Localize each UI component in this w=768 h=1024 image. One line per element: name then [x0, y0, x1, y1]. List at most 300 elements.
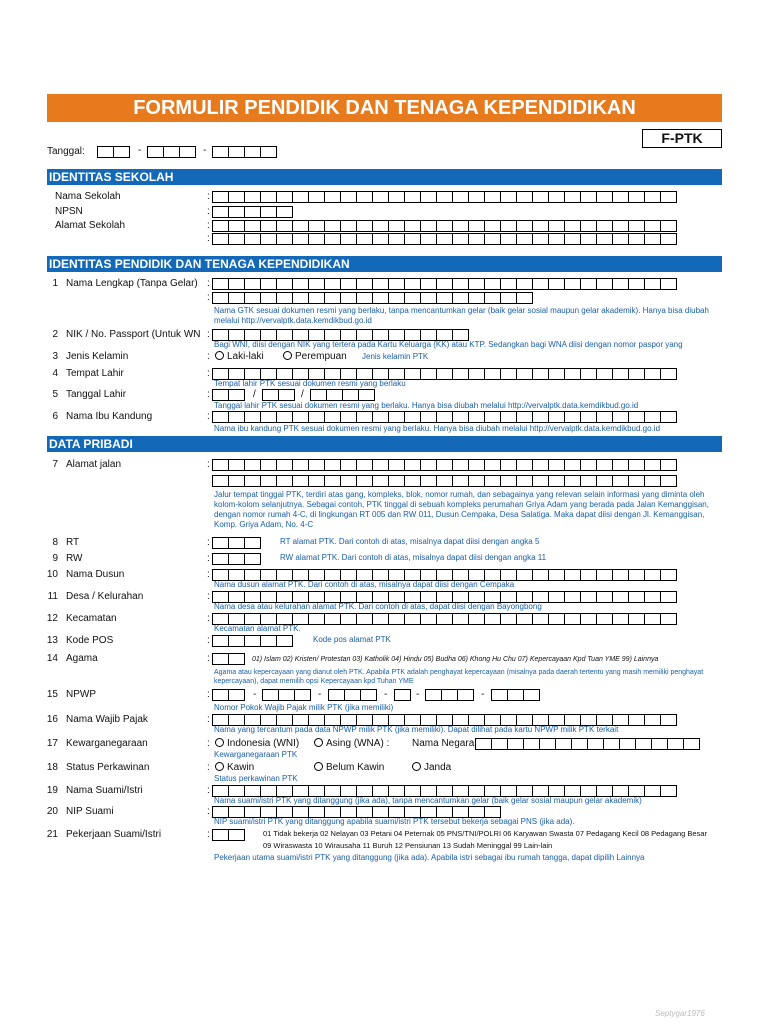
char-box[interactable]	[644, 785, 661, 797]
char-box[interactable]	[436, 220, 453, 232]
char-box[interactable]	[356, 233, 373, 245]
char-box[interactable]	[308, 459, 325, 471]
char-box[interactable]	[564, 411, 581, 423]
char-box[interactable]	[628, 459, 645, 471]
char-box[interactable]	[612, 569, 629, 581]
char-box[interactable]	[340, 191, 357, 203]
char-box[interactable]	[660, 591, 677, 603]
tgl-lahir-month-boxes[interactable]	[262, 389, 294, 401]
char-box[interactable]	[228, 829, 245, 841]
char-box[interactable]	[619, 738, 636, 750]
char-box[interactable]	[548, 220, 565, 232]
char-box[interactable]	[228, 553, 245, 565]
char-box[interactable]	[548, 278, 565, 290]
char-box[interactable]	[539, 738, 556, 750]
char-box[interactable]	[292, 411, 309, 423]
char-box[interactable]	[244, 278, 261, 290]
char-box[interactable]	[660, 569, 677, 581]
char-box[interactable]	[612, 233, 629, 245]
char-box[interactable]	[420, 459, 437, 471]
rw-boxes[interactable]	[212, 553, 260, 565]
char-box[interactable]	[372, 475, 389, 487]
char-box[interactable]	[292, 233, 309, 245]
char-box[interactable]	[644, 475, 661, 487]
char-box[interactable]	[532, 278, 549, 290]
char-box[interactable]	[500, 220, 517, 232]
char-box[interactable]	[308, 233, 325, 245]
char-box[interactable]	[292, 459, 309, 471]
char-box[interactable]	[555, 738, 572, 750]
char-box[interactable]	[452, 292, 469, 304]
char-box[interactable]	[580, 220, 597, 232]
char-box[interactable]	[324, 613, 341, 625]
char-box[interactable]	[436, 459, 453, 471]
char-box[interactable]	[372, 220, 389, 232]
char-box[interactable]	[564, 475, 581, 487]
char-box[interactable]	[628, 411, 645, 423]
char-box[interactable]	[260, 220, 277, 232]
char-box[interactable]	[244, 292, 261, 304]
char-box[interactable]	[491, 689, 508, 701]
char-box[interactable]	[276, 459, 293, 471]
char-box[interactable]	[228, 411, 245, 423]
char-box[interactable]	[244, 146, 261, 158]
char-box[interactable]	[244, 459, 261, 471]
nama-sekolah-boxes[interactable]	[212, 191, 676, 203]
char-box[interactable]	[660, 459, 677, 471]
char-box[interactable]	[548, 569, 565, 581]
char-box[interactable]	[212, 220, 229, 232]
char-box[interactable]	[404, 233, 421, 245]
char-box[interactable]	[372, 278, 389, 290]
char-box[interactable]	[276, 475, 293, 487]
char-box[interactable]	[484, 292, 501, 304]
char-box[interactable]	[644, 233, 661, 245]
char-box[interactable]	[644, 459, 661, 471]
npwp-boxes-2[interactable]	[262, 689, 310, 701]
char-box[interactable]	[596, 191, 613, 203]
char-box[interactable]	[404, 292, 421, 304]
char-box[interactable]	[228, 191, 245, 203]
char-box[interactable]	[436, 475, 453, 487]
char-box[interactable]	[580, 569, 597, 581]
char-box[interactable]	[260, 459, 277, 471]
char-box[interactable]	[644, 591, 661, 603]
char-box[interactable]	[324, 278, 341, 290]
char-box[interactable]	[340, 459, 357, 471]
char-box[interactable]	[596, 411, 613, 423]
char-box[interactable]	[308, 220, 325, 232]
char-box[interactable]	[340, 292, 357, 304]
char-box[interactable]	[484, 191, 501, 203]
radio-kawin[interactable]	[215, 762, 254, 774]
char-box[interactable]	[404, 475, 421, 487]
char-box[interactable]	[212, 191, 229, 203]
char-box[interactable]	[628, 591, 645, 603]
char-box[interactable]	[564, 613, 581, 625]
char-box[interactable]	[516, 292, 533, 304]
char-box[interactable]	[484, 368, 501, 380]
char-box[interactable]	[516, 220, 533, 232]
char-box[interactable]	[468, 220, 485, 232]
char-box[interactable]	[292, 475, 309, 487]
char-box[interactable]	[356, 220, 373, 232]
char-box[interactable]	[340, 233, 357, 245]
char-box[interactable]	[644, 220, 661, 232]
char-box[interactable]	[324, 411, 341, 423]
char-box[interactable]	[372, 191, 389, 203]
nama-ibu-boxes[interactable]	[212, 411, 676, 423]
tanggal-year-boxes[interactable]	[212, 146, 276, 158]
char-box[interactable]	[500, 233, 517, 245]
char-box[interactable]	[500, 459, 517, 471]
char-box[interactable]	[276, 278, 293, 290]
tanggal-day-boxes[interactable]	[97, 146, 129, 158]
char-box[interactable]	[308, 411, 325, 423]
char-box[interactable]	[580, 233, 597, 245]
char-box[interactable]	[468, 475, 485, 487]
char-box[interactable]	[388, 459, 405, 471]
char-box[interactable]	[628, 613, 645, 625]
char-box[interactable]	[628, 278, 645, 290]
char-box[interactable]	[660, 785, 677, 797]
radio-wna[interactable]	[314, 738, 389, 750]
char-box[interactable]	[372, 292, 389, 304]
char-box[interactable]	[308, 475, 325, 487]
char-box[interactable]	[276, 411, 293, 423]
char-box[interactable]	[292, 191, 309, 203]
kode-pos-boxes[interactable]	[212, 635, 292, 647]
char-box[interactable]	[324, 292, 341, 304]
char-box[interactable]	[516, 233, 533, 245]
char-box[interactable]	[404, 191, 421, 203]
char-box[interactable]	[340, 278, 357, 290]
char-box[interactable]	[420, 292, 437, 304]
char-box[interactable]	[484, 459, 501, 471]
char-box[interactable]	[388, 411, 405, 423]
char-box[interactable]	[372, 411, 389, 423]
tanggal-month-boxes[interactable]	[147, 146, 195, 158]
char-box[interactable]	[660, 714, 677, 726]
char-box[interactable]	[644, 714, 661, 726]
char-box[interactable]	[484, 278, 501, 290]
char-box[interactable]	[580, 278, 597, 290]
char-box[interactable]	[344, 689, 361, 701]
char-box[interactable]	[628, 714, 645, 726]
rt-boxes[interactable]	[212, 537, 260, 549]
char-box[interactable]	[660, 475, 677, 487]
char-box[interactable]	[596, 220, 613, 232]
char-box[interactable]	[532, 411, 549, 423]
char-box[interactable]	[523, 738, 540, 750]
char-box[interactable]	[596, 278, 613, 290]
char-box[interactable]	[388, 613, 405, 625]
char-box[interactable]	[260, 191, 277, 203]
char-box[interactable]	[420, 613, 437, 625]
char-box[interactable]	[507, 689, 524, 701]
char-box[interactable]	[228, 233, 245, 245]
char-box[interactable]	[328, 689, 345, 701]
char-box[interactable]	[324, 475, 341, 487]
char-box[interactable]	[340, 475, 357, 487]
char-box[interactable]	[436, 292, 453, 304]
npwp-boxes-5[interactable]	[425, 689, 473, 701]
char-box[interactable]	[468, 292, 485, 304]
char-box[interactable]	[628, 569, 645, 581]
char-box[interactable]	[612, 411, 629, 423]
char-box[interactable]	[660, 233, 677, 245]
char-box[interactable]	[276, 220, 293, 232]
radio-belum-kawin[interactable]	[314, 762, 384, 774]
char-box[interactable]	[212, 206, 229, 218]
char-box[interactable]	[420, 191, 437, 203]
char-box[interactable]	[484, 411, 501, 423]
char-box[interactable]	[580, 368, 597, 380]
char-box[interactable]	[388, 292, 405, 304]
char-box[interactable]	[212, 459, 229, 471]
char-box[interactable]	[660, 613, 677, 625]
char-box[interactable]	[260, 146, 277, 158]
char-box[interactable]	[244, 635, 261, 647]
char-box[interactable]	[340, 411, 357, 423]
char-box[interactable]	[532, 475, 549, 487]
char-box[interactable]	[420, 475, 437, 487]
char-box[interactable]	[388, 475, 405, 487]
char-box[interactable]	[532, 459, 549, 471]
char-box[interactable]	[660, 220, 677, 232]
char-box[interactable]	[276, 233, 293, 245]
char-box[interactable]	[532, 368, 549, 380]
char-box[interactable]	[644, 569, 661, 581]
char-box[interactable]	[548, 613, 565, 625]
char-box[interactable]	[420, 220, 437, 232]
char-box[interactable]	[644, 613, 661, 625]
char-box[interactable]	[507, 738, 524, 750]
char-box[interactable]	[436, 411, 453, 423]
char-box[interactable]	[358, 389, 375, 401]
char-box[interactable]	[500, 411, 517, 423]
char-box[interactable]	[660, 278, 677, 290]
char-box[interactable]	[292, 292, 309, 304]
char-box[interactable]	[388, 191, 405, 203]
char-box[interactable]	[212, 653, 229, 665]
char-box[interactable]	[500, 278, 517, 290]
char-box[interactable]	[308, 191, 325, 203]
char-box[interactable]	[596, 459, 613, 471]
char-box[interactable]	[548, 591, 565, 603]
char-box[interactable]	[212, 553, 229, 565]
char-box[interactable]	[580, 475, 597, 487]
char-box[interactable]	[452, 459, 469, 471]
radio-laki-laki[interactable]	[215, 351, 264, 363]
char-box[interactable]	[228, 689, 245, 701]
nama-lengkap-boxes-1[interactable]	[212, 278, 676, 290]
char-box[interactable]	[516, 569, 533, 581]
char-box[interactable]	[612, 220, 629, 232]
char-box[interactable]	[228, 389, 245, 401]
char-box[interactable]	[548, 475, 565, 487]
char-box[interactable]	[97, 146, 114, 158]
char-box[interactable]	[147, 146, 164, 158]
char-box[interactable]	[484, 233, 501, 245]
char-box[interactable]	[244, 553, 261, 565]
char-box[interactable]	[356, 191, 373, 203]
char-box[interactable]	[212, 146, 229, 158]
char-box[interactable]	[468, 459, 485, 471]
char-box[interactable]	[596, 475, 613, 487]
char-box[interactable]	[356, 292, 373, 304]
char-box[interactable]	[452, 411, 469, 423]
char-box[interactable]	[228, 635, 245, 647]
char-box[interactable]	[452, 220, 469, 232]
char-box[interactable]	[596, 591, 613, 603]
char-box[interactable]	[500, 368, 517, 380]
char-box[interactable]	[452, 191, 469, 203]
char-box[interactable]	[603, 738, 620, 750]
char-box[interactable]	[228, 220, 245, 232]
npwp-boxes-4[interactable]	[394, 689, 410, 701]
char-box[interactable]	[308, 278, 325, 290]
char-box[interactable]	[644, 191, 661, 203]
char-box[interactable]	[580, 459, 597, 471]
char-box[interactable]	[356, 459, 373, 471]
npwp-boxes-3[interactable]	[328, 689, 376, 701]
char-box[interactable]	[516, 278, 533, 290]
radio-janda[interactable]	[412, 762, 451, 774]
char-box[interactable]	[420, 368, 437, 380]
char-box[interactable]	[571, 738, 588, 750]
char-box[interactable]	[278, 689, 295, 701]
alamat-sekolah-boxes-2[interactable]	[212, 233, 676, 245]
char-box[interactable]	[468, 191, 485, 203]
char-box[interactable]	[628, 368, 645, 380]
char-box[interactable]	[484, 613, 501, 625]
char-box[interactable]	[212, 537, 229, 549]
char-box[interactable]	[516, 613, 533, 625]
char-box[interactable]	[436, 368, 453, 380]
char-box[interactable]	[228, 206, 245, 218]
char-box[interactable]	[228, 278, 245, 290]
char-box[interactable]	[356, 475, 373, 487]
char-box[interactable]	[580, 591, 597, 603]
char-box[interactable]	[262, 689, 279, 701]
char-box[interactable]	[532, 233, 549, 245]
char-box[interactable]	[356, 411, 373, 423]
char-box[interactable]	[294, 689, 311, 701]
char-box[interactable]	[612, 191, 629, 203]
char-box[interactable]	[500, 191, 517, 203]
char-box[interactable]	[436, 191, 453, 203]
char-box[interactable]	[532, 220, 549, 232]
char-box[interactable]	[564, 220, 581, 232]
char-box[interactable]	[342, 389, 359, 401]
char-box[interactable]	[212, 829, 229, 841]
char-box[interactable]	[425, 689, 442, 701]
char-box[interactable]	[404, 411, 421, 423]
char-box[interactable]	[452, 613, 469, 625]
char-box[interactable]	[404, 459, 421, 471]
char-box[interactable]	[612, 278, 629, 290]
char-box[interactable]	[404, 368, 421, 380]
char-box[interactable]	[276, 206, 293, 218]
char-box[interactable]	[612, 475, 629, 487]
char-box[interactable]	[564, 191, 581, 203]
char-box[interactable]	[628, 191, 645, 203]
char-box[interactable]	[212, 475, 229, 487]
char-box[interactable]	[278, 389, 295, 401]
char-box[interactable]	[356, 278, 373, 290]
char-box[interactable]	[660, 191, 677, 203]
char-box[interactable]	[262, 389, 279, 401]
char-box[interactable]	[532, 191, 549, 203]
char-box[interactable]	[452, 233, 469, 245]
char-box[interactable]	[596, 613, 613, 625]
char-box[interactable]	[113, 146, 130, 158]
nama-lengkap-boxes-2[interactable]	[212, 292, 532, 304]
char-box[interactable]	[628, 475, 645, 487]
char-box[interactable]	[228, 537, 245, 549]
char-box[interactable]	[276, 191, 293, 203]
char-box[interactable]	[475, 738, 492, 750]
char-box[interactable]	[644, 411, 661, 423]
char-box[interactable]	[244, 206, 261, 218]
char-box[interactable]	[564, 278, 581, 290]
nama-negara-boxes[interactable]	[475, 738, 699, 750]
char-box[interactable]	[651, 738, 668, 750]
char-box[interactable]	[612, 459, 629, 471]
char-box[interactable]	[310, 389, 327, 401]
char-box[interactable]	[628, 220, 645, 232]
char-box[interactable]	[260, 278, 277, 290]
char-box[interactable]	[212, 411, 229, 423]
char-box[interactable]	[468, 411, 485, 423]
char-box[interactable]	[548, 411, 565, 423]
char-box[interactable]	[484, 220, 501, 232]
tgl-lahir-day-boxes[interactable]	[212, 389, 244, 401]
char-box[interactable]	[452, 475, 469, 487]
char-box[interactable]	[394, 689, 411, 701]
char-box[interactable]	[420, 278, 437, 290]
char-box[interactable]	[228, 292, 245, 304]
char-box[interactable]	[516, 368, 533, 380]
char-box[interactable]	[420, 411, 437, 423]
char-box[interactable]	[596, 233, 613, 245]
char-box[interactable]	[548, 368, 565, 380]
char-box[interactable]	[244, 233, 261, 245]
char-box[interactable]	[308, 292, 325, 304]
char-box[interactable]	[404, 220, 421, 232]
char-box[interactable]	[260, 475, 277, 487]
char-box[interactable]	[324, 220, 341, 232]
char-box[interactable]	[372, 233, 389, 245]
char-box[interactable]	[292, 220, 309, 232]
char-box[interactable]	[420, 233, 437, 245]
char-box[interactable]	[516, 459, 533, 471]
char-box[interactable]	[628, 233, 645, 245]
char-box[interactable]	[324, 233, 341, 245]
char-box[interactable]	[372, 459, 389, 471]
char-box[interactable]	[596, 368, 613, 380]
npwp-boxes-6[interactable]	[491, 689, 539, 701]
char-box[interactable]	[580, 613, 597, 625]
agama-boxes[interactable]	[212, 653, 244, 665]
char-box[interactable]	[212, 689, 229, 701]
char-box[interactable]	[660, 368, 677, 380]
alamat-sekolah-boxes-1[interactable]	[212, 220, 676, 232]
char-box[interactable]	[292, 278, 309, 290]
char-box[interactable]	[548, 233, 565, 245]
char-box[interactable]	[436, 613, 453, 625]
